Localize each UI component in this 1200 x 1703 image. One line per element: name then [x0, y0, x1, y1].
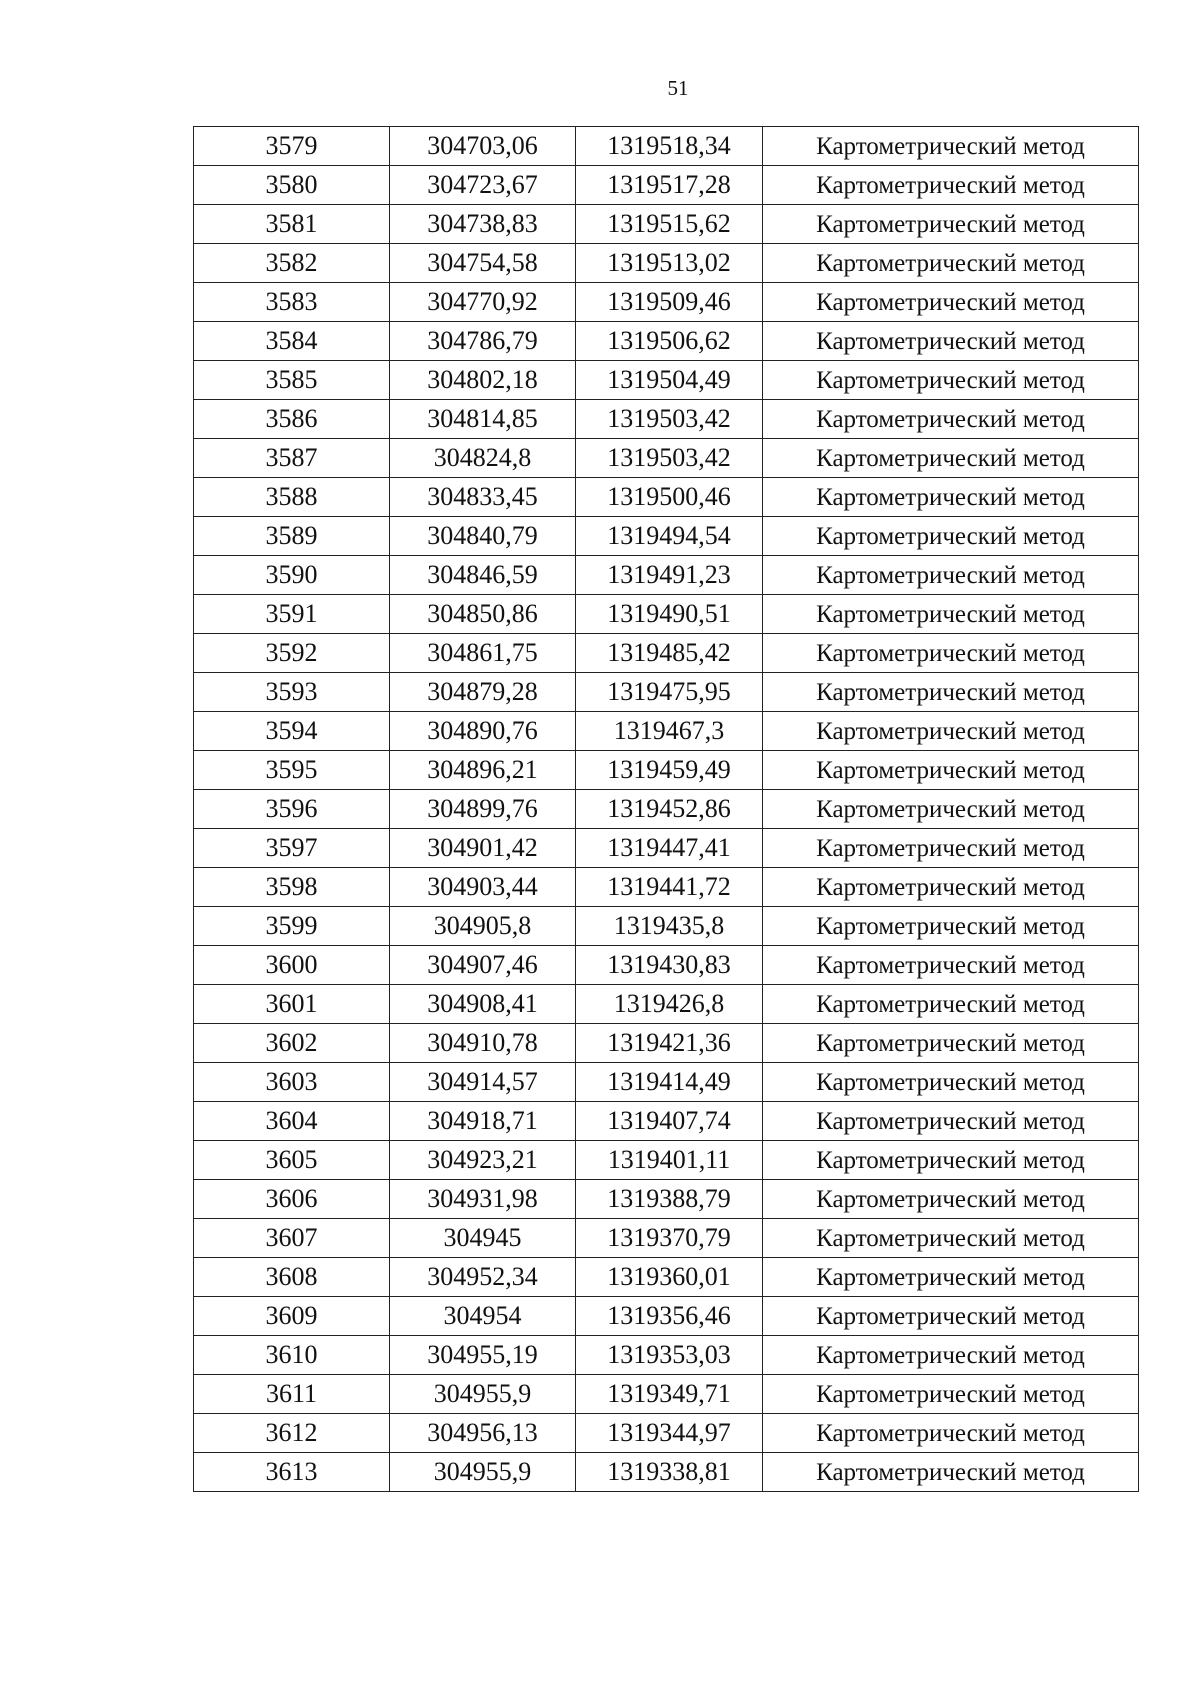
y-coordinate-cell: 1319494,54: [576, 517, 763, 556]
y-coordinate-cell: 1319353,03: [576, 1336, 763, 1375]
method-cell: Картометрический метод: [763, 400, 1139, 439]
method-cell: Картометрический метод: [763, 1063, 1139, 1102]
point-number-cell: 3588: [194, 478, 390, 517]
x-coordinate-cell: 304833,45: [390, 478, 576, 517]
method-cell: Картометрический метод: [763, 517, 1139, 556]
coordinates-table-body: [194, 127, 1139, 1492]
x-coordinate-cell: 304840,79: [390, 517, 576, 556]
point-number-cell: 3579: [194, 127, 390, 166]
method-cell: Картометрический метод: [763, 1453, 1139, 1492]
table-row: [194, 127, 1139, 166]
x-coordinate-cell: 304879,28: [390, 673, 576, 712]
x-coordinate-cell: 304738,83: [390, 205, 576, 244]
method-cell: Картометрический метод: [763, 790, 1139, 829]
x-coordinate-cell: 304918,71: [390, 1102, 576, 1141]
point-number-cell: 3594: [194, 712, 390, 751]
x-coordinate-cell: 304846,59: [390, 556, 576, 595]
table-row: [194, 712, 1139, 751]
point-number-cell: 3590: [194, 556, 390, 595]
method-cell: Картометрический метод: [763, 1414, 1139, 1453]
method-cell: Картометрический метод: [763, 673, 1139, 712]
y-coordinate-cell: 1319475,95: [576, 673, 763, 712]
table-row: [194, 1024, 1139, 1063]
x-coordinate-cell: 304903,44: [390, 868, 576, 907]
point-number-cell: 3586: [194, 400, 390, 439]
method-cell: Картометрический метод: [763, 1336, 1139, 1375]
method-cell: Картометрический метод: [763, 322, 1139, 361]
x-coordinate-cell: 304901,42: [390, 829, 576, 868]
y-coordinate-cell: 1319388,79: [576, 1180, 763, 1219]
method-cell: Картометрический метод: [763, 361, 1139, 400]
point-number-cell: 3599: [194, 907, 390, 946]
table-row: [194, 244, 1139, 283]
method-cell: Картометрический метод: [763, 595, 1139, 634]
point-number-cell: 3605: [194, 1141, 390, 1180]
point-number-cell: 3582: [194, 244, 390, 283]
x-coordinate-cell: 304954: [390, 1297, 576, 1336]
y-coordinate-cell: 1319490,51: [576, 595, 763, 634]
point-number-cell: 3600: [194, 946, 390, 985]
method-cell: Картометрический метод: [763, 1375, 1139, 1414]
x-coordinate-cell: 304814,85: [390, 400, 576, 439]
x-coordinate-cell: 304703,06: [390, 127, 576, 166]
x-coordinate-cell: 304824,8: [390, 439, 576, 478]
point-number-cell: 3606: [194, 1180, 390, 1219]
table-row: [194, 478, 1139, 517]
table-row: [194, 829, 1139, 868]
y-coordinate-cell: 1319401,11: [576, 1141, 763, 1180]
method-cell: Картометрический метод: [763, 1024, 1139, 1063]
y-coordinate-cell: 1319414,49: [576, 1063, 763, 1102]
point-number-cell: 3585: [194, 361, 390, 400]
y-coordinate-cell: 1319349,71: [576, 1375, 763, 1414]
y-coordinate-cell: 1319356,46: [576, 1297, 763, 1336]
point-number-cell: 3580: [194, 166, 390, 205]
y-coordinate-cell: 1319407,74: [576, 1102, 763, 1141]
table-row: [194, 556, 1139, 595]
table-row: [194, 1102, 1139, 1141]
method-cell: Картометрический метод: [763, 634, 1139, 673]
x-coordinate-cell: 304896,21: [390, 751, 576, 790]
y-coordinate-cell: 1319344,97: [576, 1414, 763, 1453]
y-coordinate-cell: 1319518,34: [576, 127, 763, 166]
point-number-cell: 3601: [194, 985, 390, 1024]
y-coordinate-cell: 1319491,23: [576, 556, 763, 595]
method-cell: Картометрический метод: [763, 127, 1139, 166]
table-row: [194, 673, 1139, 712]
table-row: [194, 868, 1139, 907]
table-row: [194, 166, 1139, 205]
x-coordinate-cell: 304850,86: [390, 595, 576, 634]
y-coordinate-cell: 1319506,62: [576, 322, 763, 361]
y-coordinate-cell: 1319485,42: [576, 634, 763, 673]
x-coordinate-cell: 304786,79: [390, 322, 576, 361]
table-row: [194, 322, 1139, 361]
method-cell: Картометрический метод: [763, 556, 1139, 595]
method-cell: Картометрический метод: [763, 244, 1139, 283]
page-number: 51: [667, 76, 689, 100]
point-number-cell: 3592: [194, 634, 390, 673]
point-number-cell: 3603: [194, 1063, 390, 1102]
table-row: [194, 595, 1139, 634]
point-number-cell: 3596: [194, 790, 390, 829]
method-cell: Картометрический метод: [763, 1102, 1139, 1141]
table-row: [194, 985, 1139, 1024]
y-coordinate-cell: 1319435,8: [576, 907, 763, 946]
y-coordinate-cell: 1319370,79: [576, 1219, 763, 1258]
x-coordinate-cell: 304914,57: [390, 1063, 576, 1102]
x-coordinate-cell: 304890,76: [390, 712, 576, 751]
y-coordinate-cell: 1319360,01: [576, 1258, 763, 1297]
point-number-cell: 3584: [194, 322, 390, 361]
point-number-cell: 3607: [194, 1219, 390, 1258]
x-coordinate-cell: 304908,41: [390, 985, 576, 1024]
y-coordinate-cell: 1319447,41: [576, 829, 763, 868]
y-coordinate-cell: 1319503,42: [576, 400, 763, 439]
method-cell: Картометрический метод: [763, 1141, 1139, 1180]
x-coordinate-cell: 304907,46: [390, 946, 576, 985]
point-number-cell: 3611: [194, 1375, 390, 1414]
y-coordinate-cell: 1319426,8: [576, 985, 763, 1024]
y-coordinate-cell: 1319441,72: [576, 868, 763, 907]
method-cell: Картометрический метод: [763, 946, 1139, 985]
method-cell: Картометрический метод: [763, 283, 1139, 322]
x-coordinate-cell: 304754,58: [390, 244, 576, 283]
table-row: [194, 946, 1139, 985]
y-coordinate-cell: 1319503,42: [576, 439, 763, 478]
table-row: [194, 1375, 1139, 1414]
y-coordinate-cell: 1319338,81: [576, 1453, 763, 1492]
y-coordinate-cell: 1319459,49: [576, 751, 763, 790]
x-coordinate-cell: 304956,13: [390, 1414, 576, 1453]
point-number-cell: 3598: [194, 868, 390, 907]
x-coordinate-cell: 304905,8: [390, 907, 576, 946]
x-coordinate-cell: 304955,9: [390, 1453, 576, 1492]
method-cell: Картометрический метод: [763, 751, 1139, 790]
x-coordinate-cell: 304955,9: [390, 1375, 576, 1414]
method-cell: Картометрический метод: [763, 1180, 1139, 1219]
point-number-cell: 3610: [194, 1336, 390, 1375]
point-number-cell: 3608: [194, 1258, 390, 1297]
point-number-cell: 3613: [194, 1453, 390, 1492]
table-row: [194, 1141, 1139, 1180]
point-number-cell: 3581: [194, 205, 390, 244]
y-coordinate-cell: 1319515,62: [576, 205, 763, 244]
method-cell: Картометрический метод: [763, 829, 1139, 868]
point-number-cell: 3593: [194, 673, 390, 712]
point-number-cell: 3587: [194, 439, 390, 478]
x-coordinate-cell: 304955,19: [390, 1336, 576, 1375]
x-coordinate-cell: 304923,21: [390, 1141, 576, 1180]
x-coordinate-cell: 304899,76: [390, 790, 576, 829]
point-number-cell: 3604: [194, 1102, 390, 1141]
x-coordinate-cell: 304723,67: [390, 166, 576, 205]
method-cell: Картометрический метод: [763, 907, 1139, 946]
table-row: [194, 634, 1139, 673]
x-coordinate-cell: 304931,98: [390, 1180, 576, 1219]
table-row: [194, 1453, 1139, 1492]
table-row: [194, 205, 1139, 244]
table-row: [194, 361, 1139, 400]
method-cell: Картометрический метод: [763, 1219, 1139, 1258]
y-coordinate-cell: 1319421,36: [576, 1024, 763, 1063]
table-row: [194, 400, 1139, 439]
table-row: [194, 1297, 1139, 1336]
y-coordinate-cell: 1319504,49: [576, 361, 763, 400]
table-row: [194, 283, 1139, 322]
point-number-cell: 3595: [194, 751, 390, 790]
method-cell: Картометрический метод: [763, 985, 1139, 1024]
x-coordinate-cell: 304952,34: [390, 1258, 576, 1297]
point-number-cell: 3583: [194, 283, 390, 322]
table-row: [194, 1258, 1139, 1297]
y-coordinate-cell: 1319500,46: [576, 478, 763, 517]
x-coordinate-cell: 304861,75: [390, 634, 576, 673]
method-cell: Картометрический метод: [763, 478, 1139, 517]
table-row: [194, 1180, 1139, 1219]
y-coordinate-cell: 1319513,02: [576, 244, 763, 283]
x-coordinate-cell: 304910,78: [390, 1024, 576, 1063]
y-coordinate-cell: 1319452,86: [576, 790, 763, 829]
method-cell: Картометрический метод: [763, 1297, 1139, 1336]
table-row: [194, 907, 1139, 946]
table-row: [194, 751, 1139, 790]
coordinates-table: [193, 126, 1139, 1492]
table-row: [194, 1336, 1139, 1375]
x-coordinate-cell: 304802,18: [390, 361, 576, 400]
y-coordinate-cell: 1319467,3: [576, 712, 763, 751]
method-cell: Картометрический метод: [763, 439, 1139, 478]
x-coordinate-cell: 304770,92: [390, 283, 576, 322]
point-number-cell: 3609: [194, 1297, 390, 1336]
method-cell: Картометрический метод: [763, 205, 1139, 244]
table-row: [194, 1414, 1139, 1453]
table-row: [194, 790, 1139, 829]
method-cell: Картометрический метод: [763, 1258, 1139, 1297]
point-number-cell: 3589: [194, 517, 390, 556]
method-cell: Картометрический метод: [763, 166, 1139, 205]
x-coordinate-cell: 304945: [390, 1219, 576, 1258]
point-number-cell: 3591: [194, 595, 390, 634]
point-number-cell: 3612: [194, 1414, 390, 1453]
method-cell: Картометрический метод: [763, 712, 1139, 751]
point-number-cell: 3597: [194, 829, 390, 868]
y-coordinate-cell: 1319430,83: [576, 946, 763, 985]
method-cell: Картометрический метод: [763, 868, 1139, 907]
y-coordinate-cell: 1319509,46: [576, 283, 763, 322]
point-number-cell: 3602: [194, 1024, 390, 1063]
table-row: [194, 517, 1139, 556]
table-row: [194, 439, 1139, 478]
table-row: [194, 1063, 1139, 1102]
table-row: [194, 1219, 1139, 1258]
y-coordinate-cell: 1319517,28: [576, 166, 763, 205]
